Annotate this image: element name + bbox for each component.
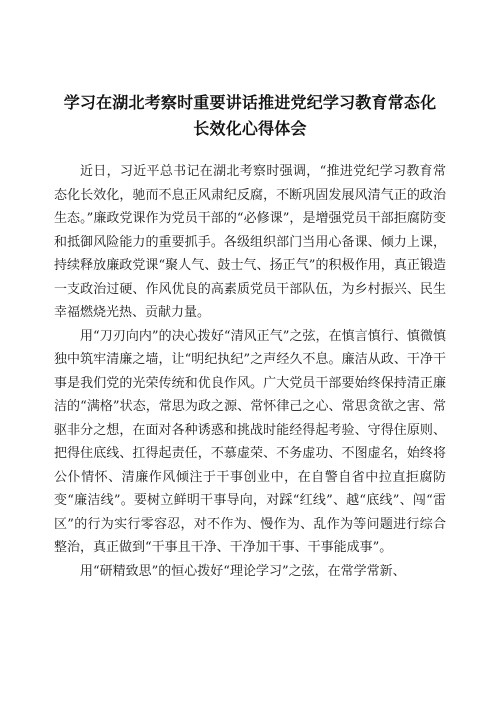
paragraph-1: 近日，习近平总书记在湖北考察时强调，“推进党纪学习教育常态化长效化，驰而不息正风肃纪反腐，不断巩固发展风清气正的政治生态。”廉政党课作为党员干部的“必修课”，是增强党员干部拒腐防变和抵御风险能力的重要抓手。各级组织部门当用心备课、倾力上课，持续释放廉政党课“聚人气、鼓士气、扬正气”的积极作用，真正锻造一支政治过硬、作风优良的高素质党员干部队伍，为乡村振兴、民生幸福燃烧光热、贡献力量。: [54, 164, 446, 320]
document-title: 学习在湖北考察时重要讲话推进党纪学习教育常态化长效化心得体会: [63, 93, 437, 138]
document-body: [54, 160, 446, 583]
paragraph-3: 用“研精致思”的恒心拨好“理论学习”之弦，在常学常新、: [80, 563, 406, 579]
paragraph-2: 用“刀刃向内”的决心拨好“清风正气”之弦，在慎言慎行、慎微慎独中筑牢清廉之墙，让“明纪执纪”之声经久不息。廉洁从政、干净干事是我们党的光荣传统和优良作风。广大党员干部要始终保持清正廉洁的“满格”状态，常思为政之源、常怀律己之心、常思贪欲之害、常驱非分之想，在面对各种诱惑和挑战时能经得起考验、守得住原则、把得住底线、扛得起责任，不慕虚荣、不务虚功、不图虚名，始终将公仆情怀、清廉作风倾注于干事创业中，在自警自省中拉直拒腐防变“廉洁线”。要树立鲜明干事导向，对踩“红线”、越“底线”、闯“雷区”的行为实行零容忍，对不作为、慢作为、乱作为等问题进行综合整治，真正做到“干事且干净、干净加干事、干事能成事”。: [54, 328, 446, 555]
